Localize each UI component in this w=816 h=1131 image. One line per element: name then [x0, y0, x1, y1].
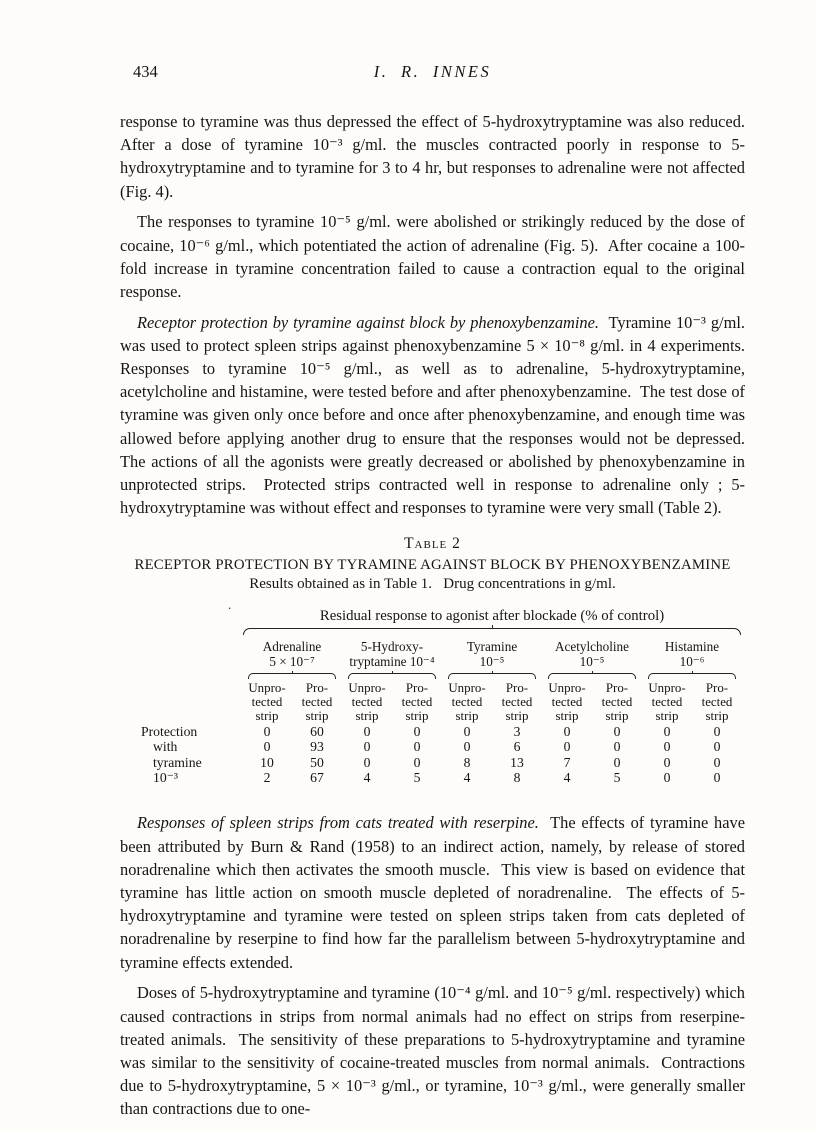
column-sub-line: Unpro-: [348, 681, 386, 696]
column-sub-line: strip: [355, 708, 379, 723]
table-value-cell: 5: [413, 769, 421, 785]
column-sub-header: [242, 680, 292, 724]
table-value-cell: 0: [363, 723, 371, 739]
page-number: 434: [133, 62, 158, 81]
column-sub-line: strip: [305, 708, 329, 723]
table-value-cell: 60: [310, 723, 324, 739]
column-sub-line: strip: [555, 708, 579, 723]
table-corner-spacer: [138, 639, 242, 680]
table-corner-spacer: [138, 680, 242, 724]
paragraph-doses: [120, 981, 750, 1120]
column-sub-line: Unpro-: [648, 681, 686, 696]
column-sub-line: tected: [701, 694, 733, 709]
table-value-cell: 10: [260, 754, 274, 770]
running-header: [120, 62, 745, 82]
table-value-cell: 0: [663, 754, 671, 770]
table-value-cell: 0: [613, 723, 621, 739]
column-sub-line: strip: [605, 708, 629, 723]
column-group-line: Adrenaline: [262, 639, 322, 655]
over-brace-cell: [242, 628, 742, 639]
table-value-cell: 0: [413, 754, 421, 770]
table-value-cell: 0: [613, 739, 621, 755]
paragraph-cocaine: [120, 210, 750, 303]
column-group-line: Histamine: [664, 639, 720, 655]
column-sub-header: [692, 680, 742, 724]
column-group-brace: [348, 673, 436, 679]
table-value-cell: 0: [713, 769, 721, 785]
paragraph-lead-italic: Responses of spleen strips from cats treated with reserpine.: [137, 813, 539, 833]
column-sub-line: tected: [251, 694, 283, 709]
paragraph-text: response to tyramine was thus depressed the effect of 5-hydroxytryptamine was also reduced. After a dose of tyramine 10⁻³ g/ml. the muscles contracted poorly in response to 5-hydroxytryptamine and to tyramine for 3 to 4 hr, but responses to adrenaline were not affected (Fig. 4).: [120, 112, 754, 201]
column-sub-header: [592, 680, 642, 724]
paragraph-reserpine: [120, 811, 750, 973]
table-value-cell: 0: [413, 723, 421, 739]
column-group-line: 10⁻⁵: [479, 654, 505, 670]
table-value-cell: 0: [613, 754, 621, 770]
table-value-cell: 0: [713, 739, 721, 755]
table-value-cell: 50: [310, 754, 324, 770]
column-sub-header: [642, 680, 692, 724]
column-group-brace: [448, 673, 536, 679]
table-value-cell: 0: [563, 739, 571, 755]
column-sub-header: [292, 680, 342, 724]
table-value-cell: 0: [363, 754, 371, 770]
column-sub-line: strip: [405, 708, 429, 723]
table-value-cell: 4: [363, 769, 371, 785]
column-group-header: [542, 639, 642, 680]
column-sub-header: [442, 680, 492, 724]
column-sub-header: [392, 680, 442, 724]
column-group-line: 10⁻⁶: [679, 654, 705, 670]
row-label: 10⁻³: [153, 769, 179, 785]
table-value-cell: 0: [463, 723, 471, 739]
table-title: RECEPTOR PROTECTION BY TYRAMINE AGAINST BLOCK BY PHENOXYBENZAMINE: [134, 557, 731, 574]
column-group-header: [442, 639, 542, 680]
row-label: Protection: [141, 723, 198, 739]
table-value-cell: 4: [563, 769, 571, 785]
column-sub-line: tected: [551, 694, 583, 709]
running-head-author: I. R. INNES: [373, 62, 492, 81]
column-group-line: 5-Hydroxy-: [360, 639, 424, 655]
column-sub-line: strip: [505, 708, 529, 723]
column-sub-header: [542, 680, 592, 724]
table-value-cell: 8: [463, 754, 471, 770]
column-sub-line: tected: [651, 694, 683, 709]
column-sub-header: [492, 680, 542, 724]
table-span-header: Residual response to agonist after blockade (% of control): [319, 608, 665, 625]
table-value-cell: 0: [663, 769, 671, 785]
stray-mark: .: [228, 597, 232, 612]
table-value-cell: 0: [663, 723, 671, 739]
column-group-header: [242, 639, 342, 680]
column-sub-line: tected: [401, 694, 433, 709]
column-group-line: 10⁻⁵: [579, 654, 605, 670]
column-sub-line: tected: [301, 694, 333, 709]
table-value-cell: 5: [613, 769, 621, 785]
column-sub-line: strip: [655, 708, 679, 723]
table-value-cell: 0: [413, 739, 421, 755]
table-2: [120, 535, 745, 785]
paragraph-receptor-protection: [120, 311, 754, 520]
paragraph-text: Doses of 5-hydroxytryptamine and tyramine (10⁻⁴ g/ml. and 10⁻⁵ g/ml. respectively) which caused contractions in strips from normal animals had no effect on strips from reserpine-treated animals. The sensitivity of these preparations to 5-hydroxytryptamine and tyramine was similar to the sensitivity of cocaine-treated muscles from normal animals. Contractions due to 5-hydroxytryptamine, 5 × 10⁻³ g/ml., or tyramine, 10⁻³ g/ml., were generally smaller than contractions due to one-: [120, 983, 750, 1119]
table-value-cell: 0: [663, 739, 671, 755]
table-value-cell: 0: [263, 723, 271, 739]
column-group-header: [342, 639, 442, 680]
column-group-header: [642, 639, 742, 680]
table-value-cell: 3: [513, 723, 521, 739]
column-group-line: 5 × 10⁻⁷: [269, 654, 315, 670]
table-value-cell: 93: [310, 739, 324, 755]
column-sub-line: Unpro-: [248, 681, 286, 696]
table-value-cell: 7: [563, 754, 571, 770]
table-value-cell: 0: [263, 739, 271, 755]
column-group-line: Tyramine: [466, 639, 518, 655]
column-sub-line: Pro-: [505, 681, 529, 696]
text-column: [120, 62, 754, 1121]
column-group-brace: [248, 673, 336, 679]
column-group-line: tryptamine 10⁻⁴: [349, 654, 435, 670]
table-value-cell: 8: [513, 769, 521, 785]
table-value-cell: 0: [463, 739, 471, 755]
column-sub-line: strip: [705, 708, 729, 723]
table-value-cell: 0: [713, 754, 721, 770]
column-sub-line: tected: [501, 694, 533, 709]
paragraph-lead-italic: Receptor protection by tyramine against block by phenoxybenzamine.: [137, 312, 599, 332]
table-value-cell: 0: [363, 739, 371, 755]
table-value-cell: 6: [513, 739, 521, 755]
column-sub-line: tected: [351, 694, 383, 709]
row-label: with: [153, 739, 178, 755]
table-value-cell: 4: [463, 769, 471, 785]
column-sub-line: strip: [455, 708, 479, 723]
paragraph-text: Tyramine 10⁻³ g/ml. was used to protect spleen strips against phenoxybenzamine 5 × 10⁻⁸ g/ml. in 4 experiments. Responses to tyramine 10⁻⁵ g/ml., as well as to adrenaline, 5-hydroxytryptamine, acetylcholine and histamine, were tested before and after phenoxybenzamine. The test dose of tyramine was given only once before and once after phenoxybenzamine, and enough time was allowed before applying another drug to ensure that the responses would not be depressed. The actions of all the agonists were greatly decreased or abolished by phenoxybenzamine in unprotected strips. Protected strips contracted well in response to adrenaline only ; 5-hydroxytryptamine was without effect and responses to tyramine were very small (Table 2).: [120, 312, 754, 518]
column-sub-line: Pro-: [305, 681, 329, 696]
paragraph-text: The responses to tyramine 10⁻⁵ g/ml. were abolished or strikingly reduced by the dose of cocaine, 10⁻⁶ g/ml., which potentiated the action of adrenaline (Fig. 5). After cocaine a 100-fold increase in tyramine concentration failed to cause a contraction equal to the original response.: [120, 212, 750, 301]
table-value-cell: 13: [510, 754, 524, 770]
column-sub-header: [342, 680, 392, 724]
table-value-cell: 0: [563, 723, 571, 739]
column-group-line: Acetylcholine: [555, 639, 629, 655]
column-sub-line: Pro-: [705, 681, 729, 696]
column-group-brace: [548, 673, 636, 679]
table-grid: [138, 628, 745, 785]
column-sub-line: Pro-: [605, 681, 629, 696]
table-subtitle: Results obtained as in Table 1. Drug concentrations in g/ml.: [249, 576, 616, 593]
column-group-brace: [648, 673, 736, 679]
table-value-cell: 67: [310, 769, 324, 785]
column-sub-line: Unpro-: [448, 681, 486, 696]
table-value-cell: 2: [263, 769, 271, 785]
column-sub-line: strip: [255, 708, 279, 723]
table-over-brace: [243, 628, 741, 635]
paragraph-continuation: [120, 110, 754, 203]
table-value-cell: 0: [713, 723, 721, 739]
column-sub-line: Pro-: [405, 681, 429, 696]
column-sub-line: Unpro-: [548, 681, 586, 696]
paragraph-text: The effects of tyramine have been attributed by Burn & Rand (1958) to an indirect action, namely, by release of stored noradrenaline which then activates the smooth muscle. This view is based on evidence that tyramine has little action on smooth muscle depleted of noradrenaline. The effects of 5-hydroxytryptamine and tyramine were tested on spleen strips taken from cats depleted of noradrenaline by reserpine to find how far the parallelism between 5-hydroxytryptamine and tyramine effects extended.: [120, 813, 750, 972]
table-label: Table 2: [404, 535, 461, 553]
table-corner-spacer: [138, 628, 242, 639]
column-sub-line: tected: [601, 694, 633, 709]
row-label: tyramine: [153, 754, 202, 770]
column-sub-line: tected: [451, 694, 483, 709]
